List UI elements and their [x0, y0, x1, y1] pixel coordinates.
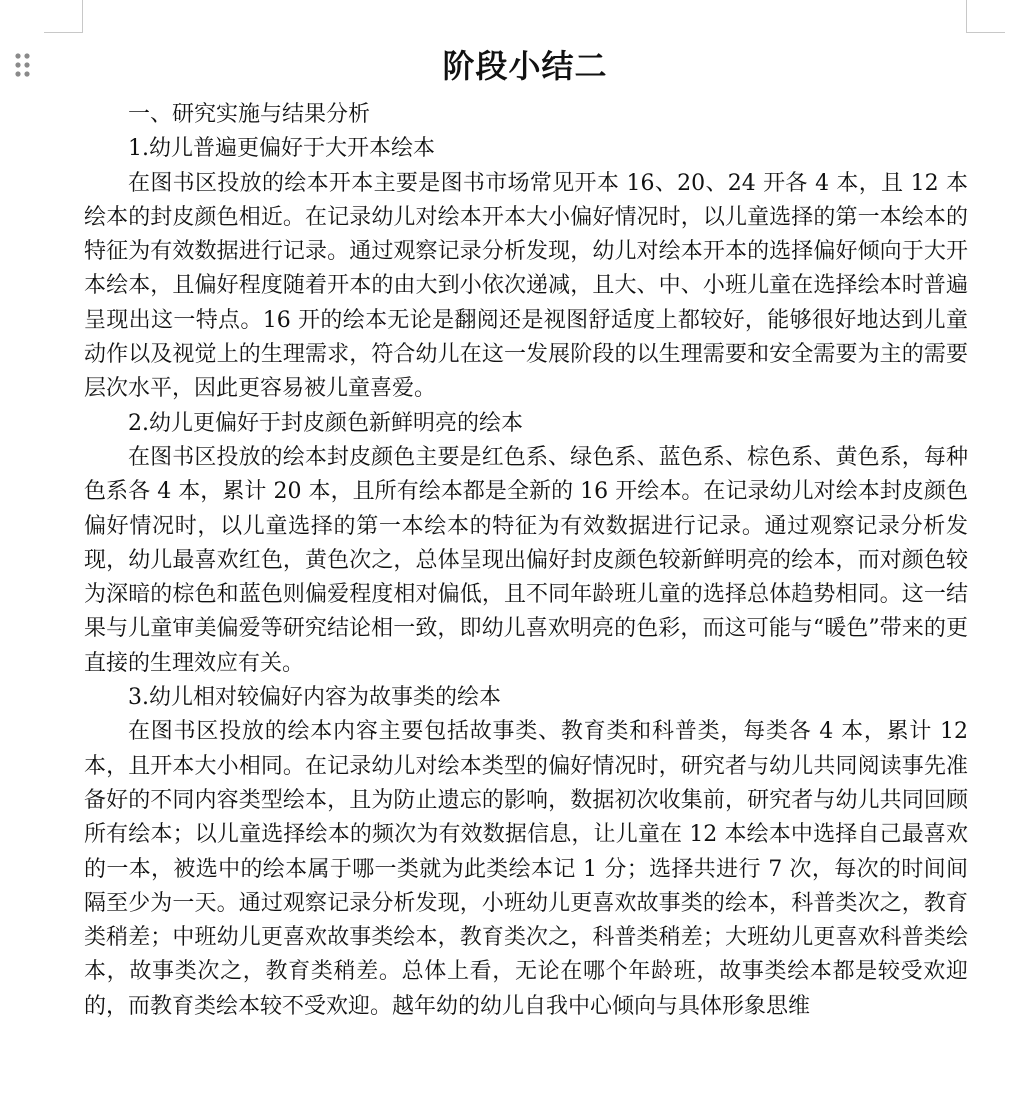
subsection-heading-1: 1.幼儿普遍更偏好于大开本绘本 [128, 136, 435, 162]
subsection-heading-3: 3.幼儿相对较偏好内容为故事类的绘本 [128, 685, 501, 711]
document-title: 阶段小结二 [442, 47, 608, 85]
paragraph-1: 在图书区投放的绘本开本主要是图书市场常见开本 16、20、24 开各 4 本，且 12 本绘本的封皮颜色相近。在记录幼儿对绘本开本大小偏好情况时，以儿童选择的第一本绘本的特征为有效数据进行记录。通过观察记录分析发现，幼儿对绘本开本的选择偏好倾向于大开本绘本，且偏好程度随着开本的由大到小依次递减，且大、中、小班儿童在选择绘本时普遍呈现出这一特点。16 开的绘本无论是翻阅还是视图舒适度上都较好，能够很好地达到儿童动作以及视觉上的生理需求，符合幼儿在这一发展阶段的以生理需要和安全需要为主的需要层次水平，因此更容易被儿童喜爱。 [84, 170, 968, 402]
paragraph-3: 在图书区投放的绘本内容主要包括故事类、教育类和科普类，每类各 4 本，累计 12 本，且开本大小相同。在记录幼儿对绘本类型的偏好情况时，研究者与幼儿共同阅读事先准备好的不同内容类型绘本，且为防止遗忘的影响，数据初次收集前，研究者与幼儿共同回顾所有绘本；以儿童选择绘本的频次为有效数据信息，让儿童在 12 本绘本中选择自己最喜欢的一本，被选中的绘本属于哪一类就为此类绘本记 1 分；选择共进行 7 次，每次的时间间隔至少为一天。通过观察记录分析发现，小班幼儿更喜欢故事类的绘本，科普类次之，教育类稍差；中班幼儿更喜欢故事类绘本，教育类次之，科普类稍差；大班幼儿更喜欢科普类绘本，故事类次之，教育类稍差。总体上看，无论在哪个年龄班，故事类绘本都是较受欢迎的，而教育类绘本较不受欢迎。越年幼的幼儿自我中心倾向与具体形象思维 [84, 719, 968, 1019]
section-heading: 一、研究实施与结果分析 [128, 102, 371, 127]
page-corner-mark-right [966, 0, 1005, 33]
document-body[interactable] [84, 98, 968, 1024]
subsection-heading-2: 2.幼儿更偏好于封皮颜色新鲜明亮的绘本 [128, 410, 523, 436]
paragraph-2: 在图书区投放的绘本封皮颜色主要是红色系、绿色系、蓝色系、棕色系、黄色系，每种色系各 4 本，累计 20 本，且所有绘本都是全新的 16 开绘本。在记录幼儿对绘本封皮颜色偏好情况时，以儿童选择的第一本绘本的特征为有效数据进行记录。通过观察记录分析发现，幼儿最喜欢红色，黄色次之，总体呈现出偏好封皮颜色较新鲜明亮的绘本，而对颜色较为深暗的棕色和蓝色则偏爱程度相对偏低，且不同年龄班儿童的选择总体趋势相同。这一结果与儿童审美偏爱等研究结论相一致，即幼儿喜欢明亮的色彩，而这可能与“暖色”带来的更直接的生理效应有关。 [84, 444, 968, 676]
page-corner-mark-left [44, 0, 83, 33]
